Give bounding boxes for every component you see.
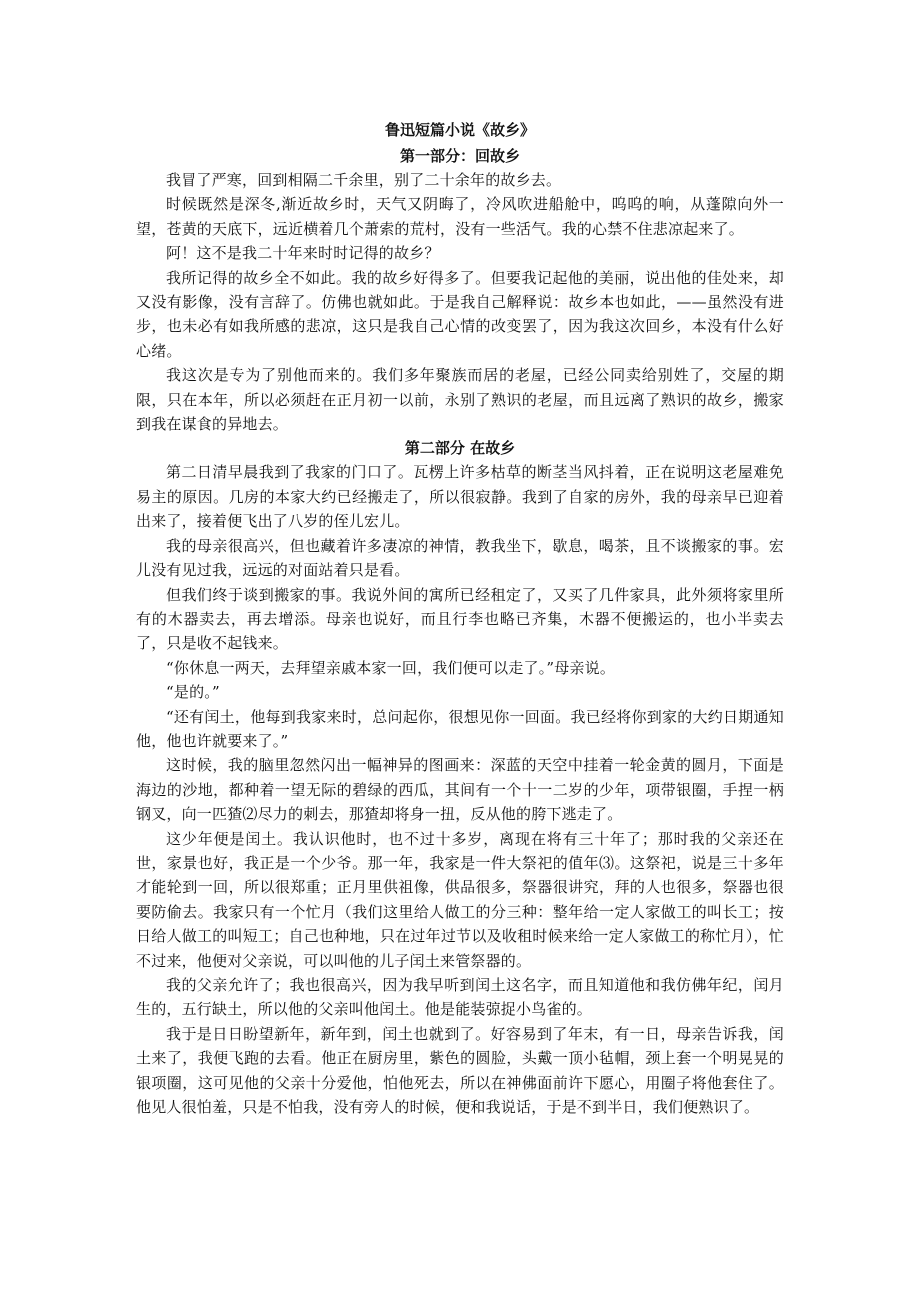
paragraph: 但我们终于谈到搬家的事。我说外间的寓所已经租定了，又买了几件家具，此外须将家里所有的木器卖去，再去增添。母亲也说好，而且行李也略已齐集，木器不便搬运的，也小半卖去了，只是收不起钱来。 [136,585,784,653]
paragraph: “是的。” [166,683,220,702]
paragraph: 我冒了严寒，回到相隔二千余里，别了二十余年的故乡去。 [166,171,562,189]
paragraph: 这少年便是闰土。我认识他时，也不过十多岁，离现在将有三十年了；那时我的父亲还在世，家景也好，我正是一个少爷。那一年，我家是一件大祭祀的值年⑶。这祭祀，说是三十多年才能轮到一回，所以很郑重；正月里供祖像，供品很多，祭器很讲究，拜的人也很多，祭器也很要防偷去。我家只有一个忙月（我们这里给人做工的分三种：整年给一定人家做工的叫长工；按日给人做工的叫短工；自己也种地，只在过年过节以及收租时候来给一定人家做工的称忙月），忙不过来，他便对父亲说，可以叫他的儿子闰土来管祭器的。 [136,829,784,970]
paragraph: 我所记得的故乡全不如此。我的故乡好得多了。但要我记起他的美丽，说出他的佳处来，却又没有影像，没有言辞了。仿佛也就如此。于是我自己解释说：故乡本也如此，——虽然没有进步，也未必有如我所感的悲凉，这只是我自己心情的改变罢了，因为我这次回乡，本没有什么好心绪。 [136,268,784,360]
section-heading-2: 第二部分 在故乡 [404,439,516,458]
paragraph: 阿！这不是我二十年来时时记得的故乡？ [166,244,440,263]
paragraph: 我的母亲很高兴，但也藏着许多凄凉的神情，教我坐下，歇息，喝茶，且不谈搬家的事。宏儿没有见过我，远远的对面站着只是看。 [136,536,784,580]
section-heading-1: 第一部分：回故乡 [399,147,520,165]
paragraph: “你休息一两天，去拜望亲戚本家一回，我们便可以走了。”母亲说。 [166,658,616,677]
paragraph: 我这次是专为了别他而来的。我们多年聚族而居的老屋，已经公同卖给别姓了，交屋的期限，只在本年，所以必须赶在正月初一以前，永别了熟识的老屋，而且远离了熟识的故乡，搬家到我在谋食的异地去。 [136,366,784,434]
paragraph: “还有闰土，他每到我家来时，总问起你，很想见你一回面。我已经将你到家的大约日期通知他，他也许就要来了。” [136,707,784,750]
paragraph: 我于是日日盼望新年，新年到，闰土也就到了。好容易到了年末，有一日，母亲告诉我，闰土来了，我便飞跑的去看。他正在厨房里，紫色的圆脸，头戴一顶小毡帽，颈上套一个明晃晃的银项圈，这可见他的父亲十分爱他，怕他死去，所以在神佛面前许下愿心，用圈子将他套住了。他见人很怕羞，只是不怕我，没有旁人的时候，便和我说话，于是不到半日，我们便熟识了。 [136,1024,784,1117]
document-body [136,118,784,1119]
paragraph: 时候既然是深冬,渐近故乡时，天气又阴晦了，冷风吹进船舱中，呜呜的响，从蓬隙向外一望，苍黄的天底下，远近横着几个萧索的荒村，没有一些活气。我的心禁不住悲凉起来了。 [136,195,784,238]
document-title: 鲁迅短篇小说《故乡》 [384,121,535,139]
paragraph: 这时候，我的脑里忽然闪出一幅神异的图画来：深蓝的天空中挂着一轮金黄的圆月，下面是海边的沙地，都种着一望无际的碧绿的西瓜，其间有一个十一二岁的少年，项带银圈，手捏一柄钢叉，向一匹猹⑵尽力的刺去，那猹却将身一扭，反从他的胯下逃走了。 [136,756,784,824]
paragraph: 我的父亲允许了；我也很高兴，因为我早听到闰土这名字，而且知道他和我仿佛年纪，闰月生的，五行缺土，所以他的父亲叫他闰土。他是能装弶捉小鸟雀的。 [136,976,784,1019]
paragraph: 第二日清早晨我到了我家的门口了。瓦楞上许多枯草的断茎当风抖着，正在说明这老屋难免易主的原因。几房的本家大约已经搬走了，所以很寂静。我到了自家的房外，我的母亲早已迎着出来了，接着便飞出了八岁的侄儿宏儿。 [136,463,784,531]
